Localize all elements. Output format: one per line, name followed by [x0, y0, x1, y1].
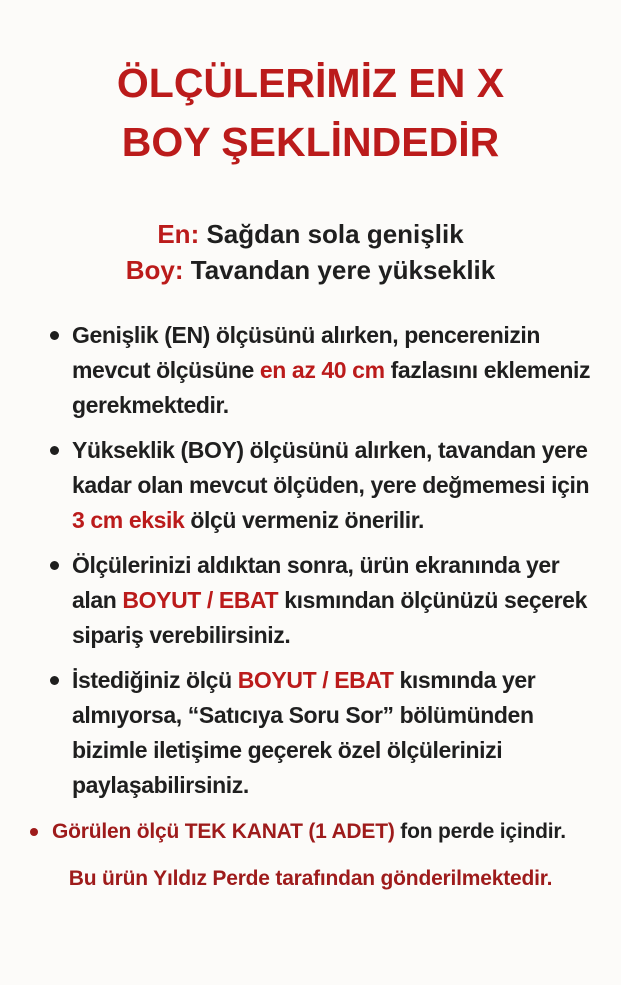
bullet-icon	[50, 561, 59, 570]
bullet-icon	[50, 331, 59, 340]
bullet-text-pre: İstediğiniz ölçü	[72, 667, 238, 693]
list-item-width	[30, 318, 593, 423]
definition-en-text: Sağdan sola genişlik	[199, 219, 464, 249]
bullet-text-pre: Genişlik (EN) ölçüsünü alırken, pencerenizin mevcut ölçüsüne	[72, 322, 541, 383]
definition-en	[0, 216, 621, 252]
list-item-custom-size	[30, 663, 593, 803]
instructions-list	[30, 318, 593, 803]
page-title	[0, 54, 621, 172]
list-item-order	[30, 548, 593, 653]
note-highlight: Görülen ölçü TEK KANAT (1 ADET)	[52, 820, 395, 843]
bullet-text-post: kısmından ölçünüzü seçerek sipariş verebilirsiniz.	[72, 587, 587, 648]
bullet-text-highlight: en az 40 cm	[259, 357, 385, 383]
measure-definitions	[0, 216, 621, 288]
bullet-icon	[50, 446, 59, 455]
definition-boy-text: Tavandan yere yükseklik	[183, 255, 496, 285]
definition-en-term: En:	[157, 219, 200, 249]
bullet-text-pre: Yükseklik (BOY) ölçüsünü alırken, tavandan yere kadar olan mevcut ölçüden, yere değmemesi için	[72, 437, 590, 498]
list-item-height	[30, 433, 593, 538]
bullet-text-highlight: BOYUT / EBAT	[237, 667, 394, 693]
bullet-text-highlight: 3 cm eksik	[72, 507, 185, 533]
note-rest: fon perde içindir.	[394, 820, 566, 843]
bullet-text-post: kısmında yer almıyorsa, “Satıcıya Soru Sor” bölümünden bizimle iletişime geçerek özel ölçülerinizi paylaşabilirsiniz.	[72, 667, 536, 798]
seller-footer: Bu ürün Yıldız Perde tarafından gönderilmektedir.	[68, 867, 553, 890]
bullet-text-pre: Ölçülerinizi aldıktan sonra, ürün ekranında yer alan	[72, 552, 560, 613]
bullet-icon	[50, 676, 59, 685]
single-panel-note	[30, 817, 611, 847]
bullet-text-post: ölçü vermeniz önerilir.	[184, 507, 425, 533]
page-title-line2: BOY ŞEKLİNDEDİR	[121, 119, 500, 165]
definition-boy	[0, 252, 621, 288]
bullet-icon	[30, 828, 38, 836]
page-title-line1: ÖLÇÜLERİMİZ EN X	[116, 60, 505, 106]
bullet-text-highlight: BOYUT / EBAT	[122, 587, 279, 613]
bullet-text-post: fazlasını eklemeniz gerekmektedir.	[72, 357, 591, 418]
definition-boy-term: Boy:	[125, 255, 184, 285]
